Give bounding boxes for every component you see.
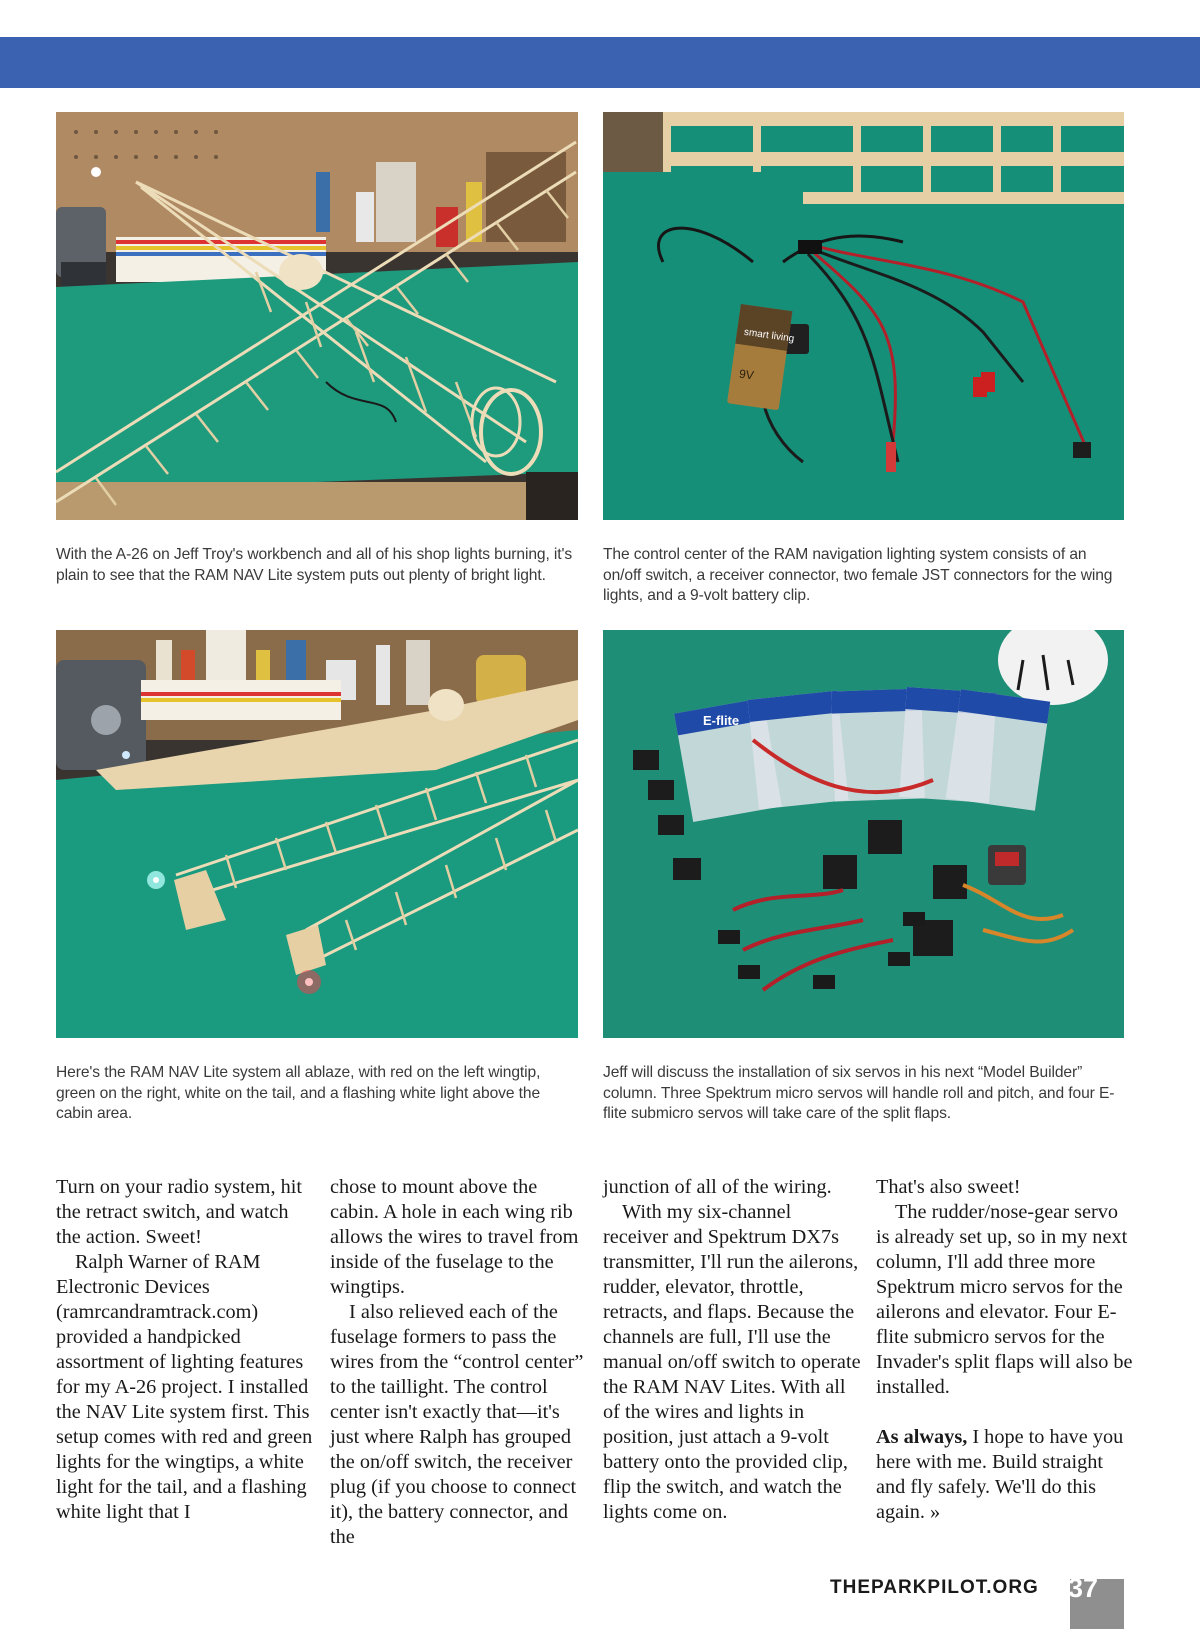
eflite-package-label: E-flite [703,713,740,728]
paragraph: Turn on your radio system, hit the retract switch, and watch the action. Sweet! [56,1176,303,1248]
battery-brand-label: smart living [743,326,795,345]
caption-photo-3: Here's the RAM NAV Lite system all ablaze, with red on the left wingtip, green on the right, white on the tail, and a flashing white light above the cabin area. [56,1064,541,1122]
paragraph: That's also sweet! [876,1176,1021,1198]
body-column-3 [603,1175,861,1525]
body-column-1 [56,1175,314,1525]
photo-a26-workbench [56,112,578,520]
closing-lead-in: As always, [876,1426,968,1448]
paragraph: Ralph Warner of RAM Electronic Devices (ramrcandramtrack.com) provided a handpicked assortment of lighting features for my A-26 project. I installed the NAV Lite system first. This setup comes with red and green lights for the wingtips, a white light for the tail, and a flashing white light that I [56,1251,313,1523]
top-color-bar [0,37,1200,88]
paragraph: The rudder/nose-gear servo is already set up, so in my next column, I'll add three more Spektrum micro servos for the ailerons and elevator. Four E-flite submicro servos for the Invader's split flaps will also be installed. [876,1201,1133,1398]
caption-photo-1: With the A-26 on Jeff Troy's workbench and all of his shop lights burning, it's plain to see that the RAM NAV Lite system puts out plenty of bright light. [56,546,573,584]
photo-nav-lights-lit [56,630,578,1038]
paragraph: chose to mount above the cabin. A hole in each wing rib allows the wires to travel from inside of the fuselage to the wingtips. [330,1176,579,1298]
page-number: 37 [1068,1573,1099,1603]
paragraph: junction of all of the wiring. [603,1176,832,1198]
closing-paragraph [876,1425,1134,1525]
body-column-4 [876,1175,1134,1525]
paragraph: I also relieved each of the fuselage formers to pass the wires from the “control center” to the taillight. The control center isn't exactly that—it's just where Ralph has grouped the on/off switch, the receiver plug (if you choose to connect it), the battery connector, and the [330,1301,584,1548]
footer-website: THEPARKPILOT.ORG [830,1577,1039,1598]
body-column-2 [330,1175,588,1550]
battery-voltage-label: 9V [738,366,755,383]
photo-control-center [603,112,1124,520]
caption-photo-4: Jeff will discuss the installation of six servos in his next “Model Builder” column. Three Spektrum micro servos will handle roll and pitch, and four E-flite submicro servos will take care of the split flaps. [603,1064,1115,1122]
closing-text: I hope to have you here with me. Build straight and fly safely. We'll do this again. » [876,1426,1124,1523]
photo-servos [603,630,1124,1038]
paragraph: With my six-channel receiver and Spektrum DX7s transmitter, I'll run the ailerons, rudder, elevator, throttle, retracts, and flaps. Because the channels are full, I'll use the manual on/off switch to operate the RAM NAV Lites. With all of the wires and lights in position, just attach a 9-volt battery onto the provided clip, flip the switch, and watch the lights come on. [603,1201,861,1523]
caption-photo-2: The control center of the RAM navigation lighting system consists of an on/off switch, a receiver connector, two female JST connectors for the wing lights, and a 9-volt battery clip. [603,546,1113,604]
